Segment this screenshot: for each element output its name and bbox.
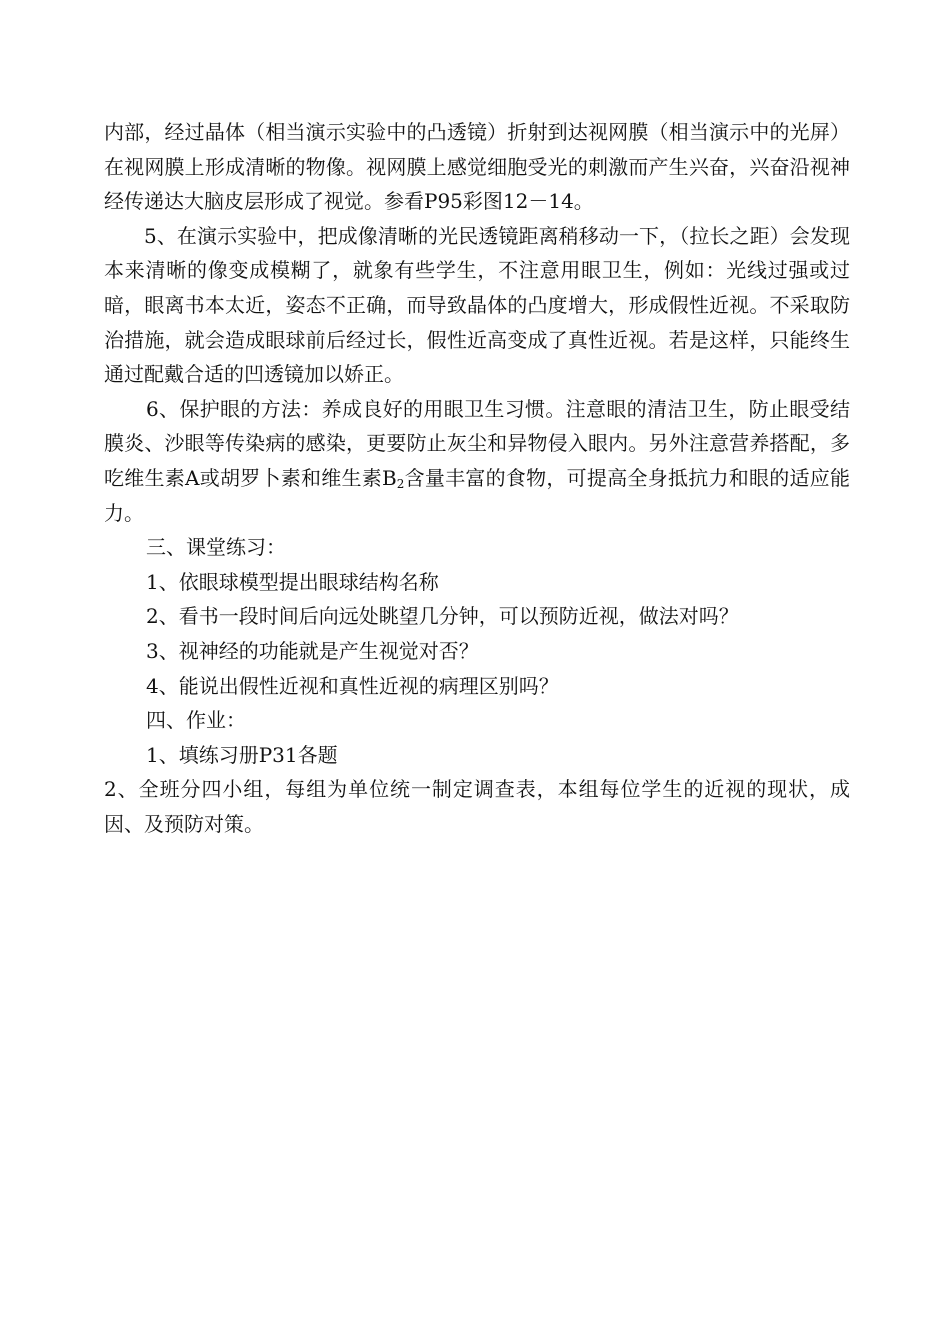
paragraph-vision-formation: 内部，经过晶体（相当演示实验中的凸透镜）折射到达视网膜（相当演示中的光屏）在视网膜上形成清晰的物像。视网膜上感觉细胞受光的刺激而产生兴奋，兴奋沿视神经传递达大脑皮层形成了视觉。参看P95彩图12－14。 (104, 120, 850, 214)
paragraph-pseudo-myopia: 5、在演示实验中，把成像清晰的光民透镜距离稍移动一下，（拉长之距）会发现本来清晰的像变成模糊了，就象有些学生，不注意用眼卫生，例如：光线过强或过暗，眼离书本太近，姿态不正确，而导致晶体的凸度增大，形成假性近视。不采取防治措施，就会造成眼球前后经过长，假性近高变成了真性近视。若是这样，只能终生通过配戴合适的凹透镜加以娇正。 (104, 223, 850, 387)
homework-item-2: 2、全班分四小组，每组为单位统一制定调查表，本组每位学生的近视的现状，成因、及预防对策。 (104, 777, 850, 836)
section-heading-homework: 四、作业： (146, 708, 246, 733)
homework-item-1: 1、填练习册P31各题 (146, 742, 338, 767)
eye-protection-text-part2: 含量丰富的食物，可提高全身抵抗力和眼的适应能力。 (104, 465, 851, 525)
exercise-question-3: 3、视神经的功能就是产生视觉对否？ (146, 638, 479, 663)
vitamin-b-subscript: 2 (396, 476, 405, 491)
eye-protection-text-part1: 6、保护眼的方法：养成良好的用眼卫生习惯。注意眼的清洁卫生，防止眼受结膜炎、沙眼等传染病的感染，更要防止灰尘和异物侵入眼内。另外注意营养搭配，多吃维生素A或胡罗卜素和维生素B (104, 396, 850, 490)
exercise-question-4: 4、能说出假性近视和真性近视的病理区别吗？ (146, 673, 559, 698)
exercise-question-2: 2、看书一段时间后向远处眺望几分钟，可以预防近视，做法对吗？ (146, 604, 739, 629)
paragraph-eye-protection (104, 392, 850, 530)
exercise-question-1: 1、依眼球模型提出眼球结构名称 (146, 569, 439, 594)
section-heading-class-exercise: 三、课堂练习： (146, 535, 286, 560)
document-body (104, 115, 850, 841)
